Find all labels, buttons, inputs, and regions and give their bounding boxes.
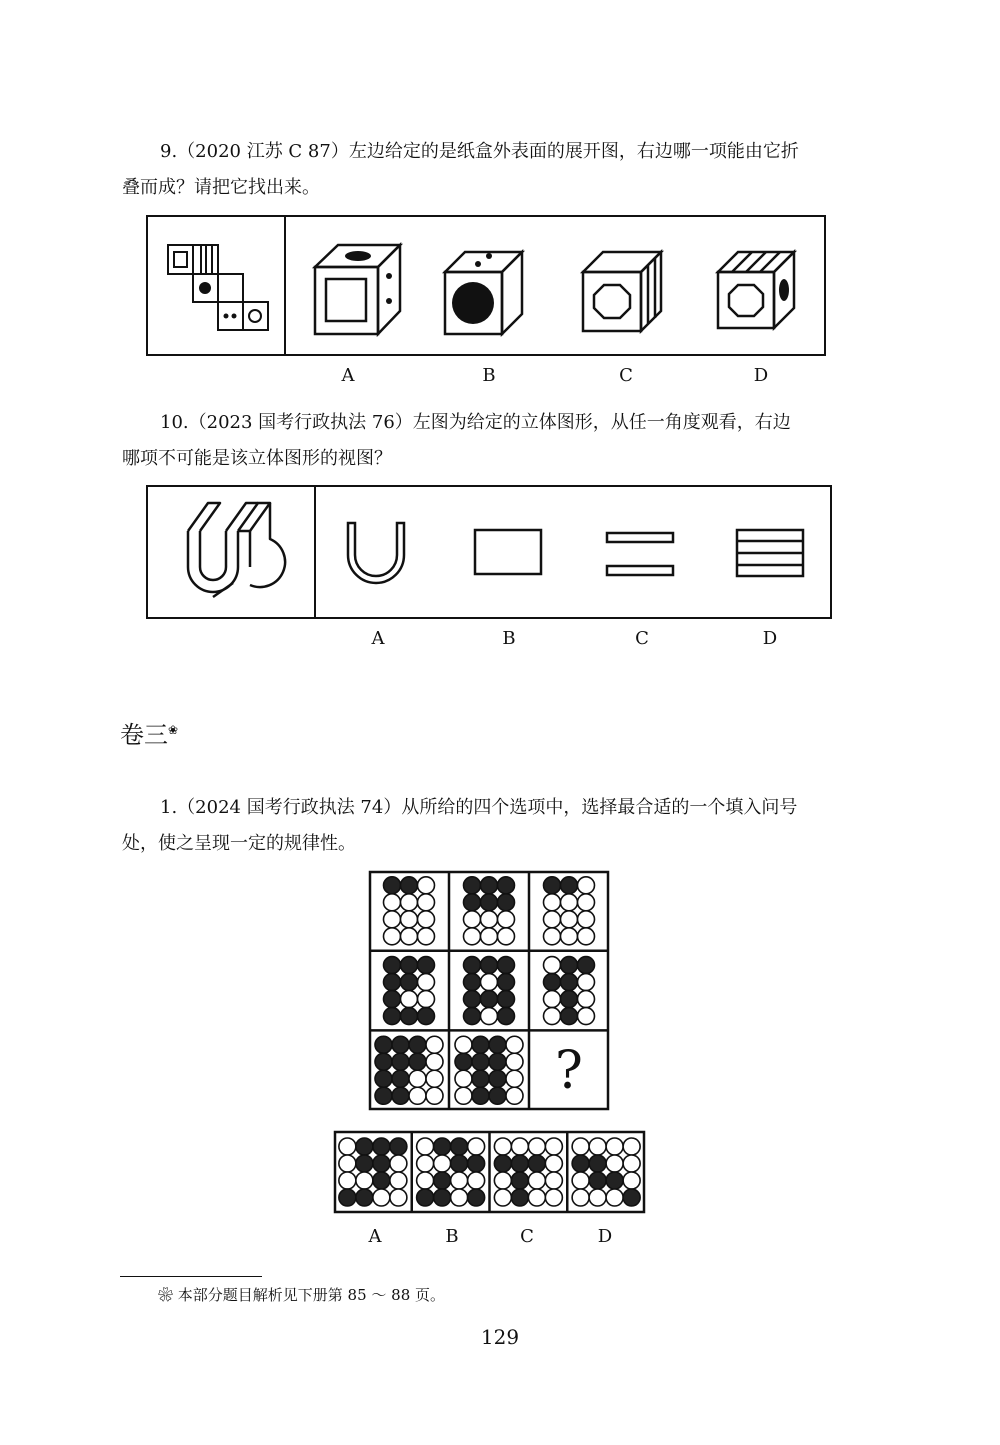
filled-circle xyxy=(489,1036,506,1053)
empty-circle xyxy=(417,1138,434,1155)
empty-circle xyxy=(401,894,418,911)
filled-circle xyxy=(511,1155,528,1172)
empty-circle xyxy=(417,1172,434,1189)
empty-circle xyxy=(589,1138,606,1155)
q1-line2: 处，使之呈现一定的规律性。 xyxy=(122,833,356,854)
q10-label-c: C xyxy=(635,628,649,649)
filled-circle xyxy=(589,1155,606,1172)
filled-circle xyxy=(339,1189,356,1206)
empty-circle xyxy=(356,1172,373,1189)
q1-label-d: D xyxy=(597,1226,613,1247)
filled-circle xyxy=(384,957,401,974)
filled-circle xyxy=(375,1087,392,1104)
empty-circle xyxy=(455,1070,472,1087)
q9-figure xyxy=(146,215,826,356)
filled-circle xyxy=(451,1155,468,1172)
empty-circle xyxy=(606,1155,623,1172)
filled-circle xyxy=(498,991,515,1008)
filled-circle xyxy=(544,974,561,991)
filled-circle xyxy=(498,957,515,974)
section-title xyxy=(120,715,178,750)
empty-circle xyxy=(481,911,498,928)
empty-circle xyxy=(418,991,435,1008)
filled-circle xyxy=(498,894,515,911)
matrix-cell-1 xyxy=(384,877,435,945)
empty-circle xyxy=(545,1172,562,1189)
empty-circle xyxy=(623,1155,640,1172)
filled-circle xyxy=(623,1189,640,1206)
empty-circle xyxy=(390,1155,407,1172)
filled-circle xyxy=(417,1189,434,1206)
empty-circle xyxy=(606,1138,623,1155)
empty-circle xyxy=(384,911,401,928)
empty-circle xyxy=(544,991,561,1008)
empty-circle xyxy=(623,1138,640,1155)
q10-figure xyxy=(146,485,832,619)
q9-label-b: B xyxy=(482,365,496,386)
filled-circle xyxy=(418,957,435,974)
q9-line2: 叠而成？请把它找出来。 xyxy=(122,177,320,198)
filled-circle xyxy=(472,1070,489,1087)
filled-circle xyxy=(384,991,401,1008)
empty-circle xyxy=(418,911,435,928)
empty-circle xyxy=(623,1172,640,1189)
empty-circle xyxy=(511,1138,528,1155)
filled-circle xyxy=(561,877,578,894)
q9-text xyxy=(122,134,862,206)
filled-circle xyxy=(384,1008,401,1025)
empty-circle xyxy=(494,1138,511,1155)
page-number: 129 xyxy=(480,1325,520,1349)
empty-circle xyxy=(494,1189,511,1206)
filled-circle xyxy=(409,1036,426,1053)
matrix-cell-3 xyxy=(544,877,595,945)
empty-circle xyxy=(506,1036,523,1053)
empty-circle xyxy=(418,928,435,945)
filled-circle xyxy=(373,1172,390,1189)
empty-circle xyxy=(578,894,595,911)
filled-circle xyxy=(409,1053,426,1070)
empty-circle xyxy=(418,894,435,911)
empty-circle xyxy=(528,1172,545,1189)
filled-circle xyxy=(468,1155,485,1172)
filled-circle xyxy=(561,957,578,974)
filled-circle xyxy=(498,877,515,894)
filled-circle xyxy=(401,957,418,974)
q1-options xyxy=(334,1131,645,1213)
matrix-cell-8 xyxy=(455,1036,523,1104)
empty-circle xyxy=(498,928,515,945)
q1-text xyxy=(122,790,862,862)
filled-circle xyxy=(401,877,418,894)
empty-circle xyxy=(578,928,595,945)
filled-circle xyxy=(472,1036,489,1053)
empty-circle xyxy=(545,1155,562,1172)
matrix-cell-5 xyxy=(464,957,515,1025)
empty-circle xyxy=(561,928,578,945)
empty-circle xyxy=(418,974,435,991)
filled-circle xyxy=(434,1172,451,1189)
filled-circle xyxy=(489,1087,506,1104)
filled-circle xyxy=(464,1008,481,1025)
empty-circle xyxy=(606,1189,623,1206)
filled-circle xyxy=(481,894,498,911)
filled-circle xyxy=(561,1008,578,1025)
empty-circle xyxy=(384,894,401,911)
option-a-pattern xyxy=(339,1138,407,1206)
filled-circle xyxy=(418,1008,435,1025)
q1-line1: 1.（2024 国考行政执法 74）从所给的四个选项中，选择最合适的一个填入问号 xyxy=(160,797,798,818)
filled-circle xyxy=(356,1155,373,1172)
empty-circle xyxy=(572,1138,589,1155)
empty-circle xyxy=(578,974,595,991)
filled-circle xyxy=(392,1036,409,1053)
filled-circle xyxy=(464,957,481,974)
filled-circle xyxy=(481,877,498,894)
q9-label-c: C xyxy=(619,365,633,386)
section-mark-icon: ❀ xyxy=(168,723,179,737)
empty-circle xyxy=(384,928,401,945)
filled-circle xyxy=(451,1138,468,1155)
filled-circle xyxy=(373,1138,390,1155)
filled-circle xyxy=(392,1070,409,1087)
empty-circle xyxy=(578,877,595,894)
empty-circle xyxy=(339,1172,356,1189)
q1-question-mark: ? xyxy=(555,1041,583,1101)
filled-circle xyxy=(498,1008,515,1025)
filled-circle xyxy=(464,894,481,911)
matrix-cell-2 xyxy=(464,877,515,945)
filled-circle xyxy=(434,1138,451,1155)
empty-circle xyxy=(468,1172,485,1189)
empty-circle xyxy=(498,911,515,928)
empty-circle xyxy=(455,1036,472,1053)
filled-circle xyxy=(481,991,498,1008)
matrix-cell-4 xyxy=(384,957,435,1025)
option-c-pattern xyxy=(494,1138,562,1206)
option-d-pattern xyxy=(572,1138,640,1206)
empty-circle xyxy=(544,911,561,928)
filled-circle xyxy=(373,1155,390,1172)
empty-circle xyxy=(481,974,498,991)
empty-circle xyxy=(401,928,418,945)
filled-circle xyxy=(561,991,578,1008)
filled-circle xyxy=(375,1053,392,1070)
q9-label-d: D xyxy=(753,365,769,386)
empty-circle xyxy=(506,1087,523,1104)
empty-circle xyxy=(545,1189,562,1206)
empty-circle xyxy=(426,1036,443,1053)
empty-circle xyxy=(451,1189,468,1206)
q9-option-d-cube xyxy=(148,217,828,358)
filled-circle xyxy=(468,1189,485,1206)
filled-circle xyxy=(375,1036,392,1053)
empty-circle xyxy=(528,1138,545,1155)
empty-circle xyxy=(578,1008,595,1025)
empty-circle xyxy=(409,1087,426,1104)
empty-circle xyxy=(401,911,418,928)
filled-circle xyxy=(390,1138,407,1155)
filled-circle xyxy=(384,877,401,894)
empty-circle xyxy=(578,991,595,1008)
empty-circle xyxy=(545,1138,562,1155)
q10-label-d: D xyxy=(762,628,778,649)
empty-circle xyxy=(544,928,561,945)
empty-circle xyxy=(561,911,578,928)
empty-circle xyxy=(451,1172,468,1189)
empty-circle xyxy=(468,1138,485,1155)
filled-circle xyxy=(356,1189,373,1206)
filled-circle xyxy=(464,991,481,1008)
empty-circle xyxy=(481,1008,498,1025)
empty-circle xyxy=(572,1189,589,1206)
filled-circle xyxy=(498,974,515,991)
filled-circle xyxy=(489,1070,506,1087)
filled-circle xyxy=(392,1087,409,1104)
empty-circle xyxy=(339,1155,356,1172)
filled-circle xyxy=(494,1155,511,1172)
empty-circle xyxy=(418,877,435,894)
empty-circle xyxy=(528,1189,545,1206)
q10-line2: 哪项不可能是该立体图形的视图？ xyxy=(122,448,392,469)
empty-circle xyxy=(390,1189,407,1206)
empty-circle xyxy=(373,1189,390,1206)
empty-circle xyxy=(589,1189,606,1206)
filled-circle xyxy=(375,1070,392,1087)
filled-circle xyxy=(589,1172,606,1189)
footnote-rule xyxy=(120,1276,262,1277)
filled-circle xyxy=(578,957,595,974)
empty-circle xyxy=(561,894,578,911)
filled-circle xyxy=(464,974,481,991)
q1-label-a: A xyxy=(368,1226,382,1247)
filled-circle xyxy=(401,1008,418,1025)
filled-circle xyxy=(606,1172,623,1189)
filled-circle xyxy=(384,974,401,991)
empty-circle xyxy=(464,928,481,945)
empty-circle xyxy=(544,957,561,974)
filled-circle xyxy=(434,1189,451,1206)
q1-label-c: C xyxy=(520,1226,534,1247)
filled-circle xyxy=(561,974,578,991)
matrix-cell-7 xyxy=(375,1036,443,1104)
footnote: ❀ 本部分题目解析见下册第 85 ～ 88 页。 xyxy=(158,1286,446,1304)
filled-circle xyxy=(401,974,418,991)
filled-circle xyxy=(511,1189,528,1206)
empty-circle xyxy=(409,1070,426,1087)
filled-circle xyxy=(511,1172,528,1189)
filled-circle xyxy=(464,877,481,894)
q10-label-b: B xyxy=(502,628,516,649)
empty-circle xyxy=(578,911,595,928)
q10-text xyxy=(122,405,862,477)
q9-line1: 9.（2020 江苏 C 87）左边给定的是纸盒外表面的展开图，右边哪一项能由它折 xyxy=(160,141,799,162)
empty-circle xyxy=(572,1172,589,1189)
q1-label-b: B xyxy=(445,1226,459,1247)
filled-circle xyxy=(544,877,561,894)
empty-circle xyxy=(339,1138,356,1155)
empty-circle xyxy=(481,928,498,945)
q10-line1: 10.（2023 国考行政执法 76）左图为给定的立体图形，从任一角度观看，右边 xyxy=(160,412,791,433)
empty-circle xyxy=(426,1070,443,1087)
q10-label-a: A xyxy=(371,628,385,649)
filled-circle xyxy=(481,957,498,974)
filled-circle xyxy=(356,1138,373,1155)
empty-circle xyxy=(544,1008,561,1025)
filled-circle xyxy=(455,1053,472,1070)
section-title-text: 卷三 xyxy=(120,721,168,749)
q10-option-d-stack xyxy=(148,487,834,621)
filled-circle xyxy=(472,1053,489,1070)
filled-circle xyxy=(572,1155,589,1172)
empty-circle xyxy=(426,1087,443,1104)
empty-circle xyxy=(426,1053,443,1070)
empty-circle xyxy=(544,894,561,911)
empty-circle xyxy=(390,1172,407,1189)
empty-circle xyxy=(434,1155,451,1172)
q9-label-a: A xyxy=(341,365,355,386)
filled-circle xyxy=(392,1053,409,1070)
empty-circle xyxy=(506,1070,523,1087)
filled-circle xyxy=(528,1155,545,1172)
empty-circle xyxy=(417,1155,434,1172)
matrix-cell-6 xyxy=(544,957,595,1025)
filled-circle xyxy=(472,1087,489,1104)
empty-circle xyxy=(455,1087,472,1104)
empty-circle xyxy=(506,1053,523,1070)
filled-circle xyxy=(489,1053,506,1070)
option-b-pattern xyxy=(417,1138,485,1206)
empty-circle xyxy=(464,911,481,928)
empty-circle xyxy=(494,1172,511,1189)
empty-circle xyxy=(401,991,418,1008)
